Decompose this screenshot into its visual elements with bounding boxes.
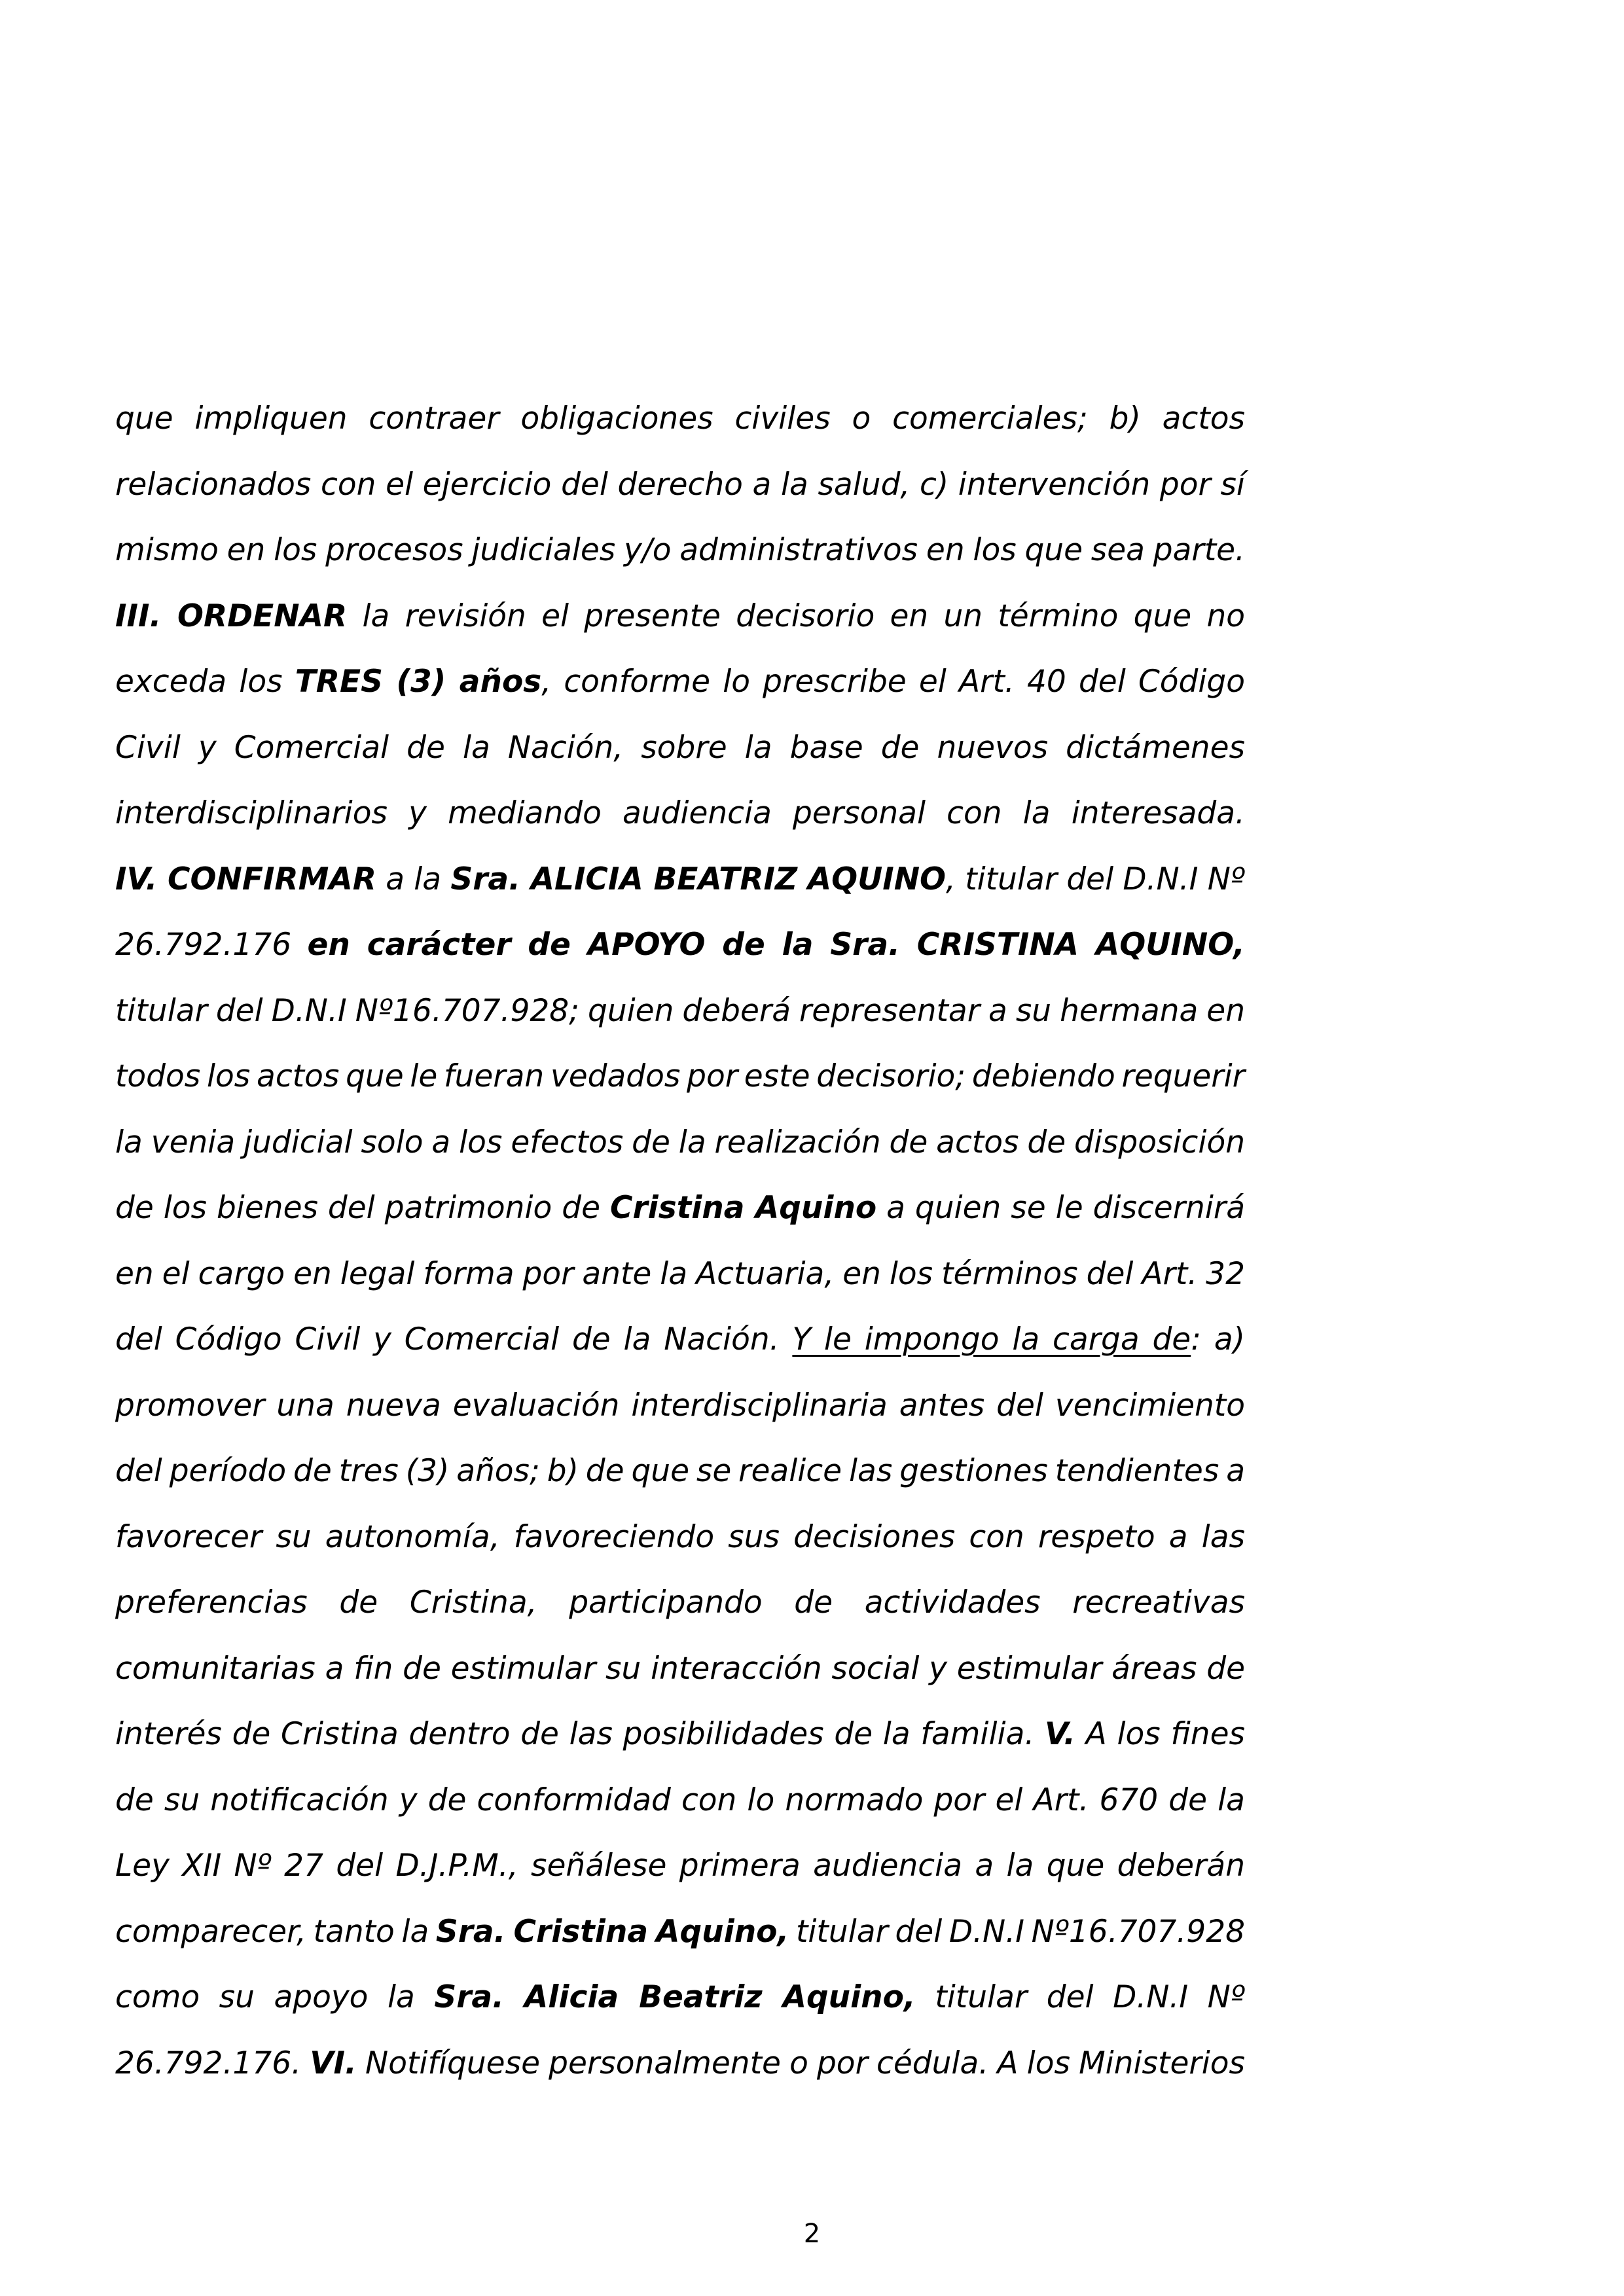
text-line: del período de tres (3) años; b) de que se realice las gestiones tendientes a <box>115 1453 1245 1489</box>
text-line: del Código Civil y Comercial de la Nación. Y le impongo la carga de: a) <box>115 1321 1245 1357</box>
text-line: la venia judicial solo a los efectos de la realización de actos de disposición <box>115 1124 1245 1160</box>
emphasis-name: Sra. Cristina Aquino, <box>435 1913 789 1950</box>
text-line: que impliquen contraer obligaciones civiles o comerciales; b) actos <box>115 401 1245 437</box>
section-heading-vi: VI. <box>310 2045 357 2081</box>
text-line: exceda los TRES (3) años, conforme lo prescribe el Art. 40 del Código <box>115 664 1245 700</box>
resolution-body-text <box>115 386 1245 2096</box>
text-line: en el cargo en legal forma por ante la Actuaria, en los términos del Art. 32 <box>115 1255 1245 1292</box>
text-line: promover una nueva evaluación interdisciplinaria antes del vencimiento <box>115 1387 1245 1424</box>
text-line: comparecer, tanto la Sra. Cristina Aquino, titular del D.N.I Nº16.707.928 <box>115 1913 1246 1950</box>
emphasis-name: Cristina Aquino <box>609 1190 877 1226</box>
emphasis-role: en carácter de APOYO de la Sra. CRISTINA AQUINO, <box>307 927 1245 963</box>
text-line: interés de Cristina dentro de las posibilidades de la familia. V. A los fines <box>115 1716 1245 1752</box>
emphasis-term: TRES (3) años <box>295 664 542 700</box>
section-heading-iv: IV. CONFIRMAR <box>115 861 376 897</box>
text-line: como su apoyo la Sra. Alicia Beatriz Aquino, titular del D.N.I Nº <box>115 1979 1245 2015</box>
text-line: relacionados con el ejercicio del derecho a la salud, c) intervención por sí <box>115 466 1245 503</box>
text-line: III. ORDENAR la revisión el presente decisorio en un término que no <box>115 598 1245 634</box>
emphasis-name: Sra. Alicia Beatriz Aquino, <box>434 1979 916 2015</box>
text-line: interdisciplinarios y mediando audiencia personal con la interesada. <box>115 795 1245 831</box>
text-line: mismo en los procesos judiciales y/o administrativos en los que sea parte. <box>115 532 1245 568</box>
underlined-text: Y le impongo la carga de <box>792 1321 1191 1357</box>
text-line: comunitarias a fin de estimular su interacción social y estimular áreas de <box>115 1650 1245 1687</box>
text-line: preferencias de Cristina, participando de actividades recreativas <box>115 1585 1245 1621</box>
text-line: 26.792.176. VI. Notifíquese personalmente o por cédula. A los Ministerios <box>115 2045 1245 2081</box>
text-line: de su notificación y de conformidad con lo normado por el Art. 670 de la <box>115 1782 1245 1818</box>
text-line: Civil y Comercial de la Nación, sobre la base de nuevos dictámenes <box>115 729 1245 766</box>
text-line: titular del D.N.I Nº16.707.928; quien deberá representar a su hermana en <box>115 992 1245 1029</box>
emphasis-name: Sra. ALICIA BEATRIZ AQUINO <box>450 861 947 897</box>
text-line: favorecer su autonomía, favoreciendo sus decisiones con respeto a las <box>115 1518 1245 1555</box>
text-line: 26.792.176 en carácter de APOYO de la Sra. CRISTINA AQUINO, <box>115 927 1245 963</box>
text-line: Ley XII Nº 27 del D.J.P.M., señálese primera audiencia a la que deberán <box>115 1848 1245 1884</box>
section-heading-iii: III. ORDENAR <box>115 598 348 634</box>
text-line: IV. CONFIRMAR a la Sra. ALICIA BEATRIZ AQUINO, titular del D.N.I Nº <box>115 861 1246 897</box>
text-line: de los bienes del patrimonio de Cristina Aquino a quien se le discernirá <box>115 1190 1245 1226</box>
page-number: 2 <box>803 2219 821 2249</box>
section-heading-v: V. <box>1045 1716 1075 1752</box>
text-line: todos los actos que le fueran vedados por este decisorio; debiendo requerir <box>115 1058 1245 1094</box>
